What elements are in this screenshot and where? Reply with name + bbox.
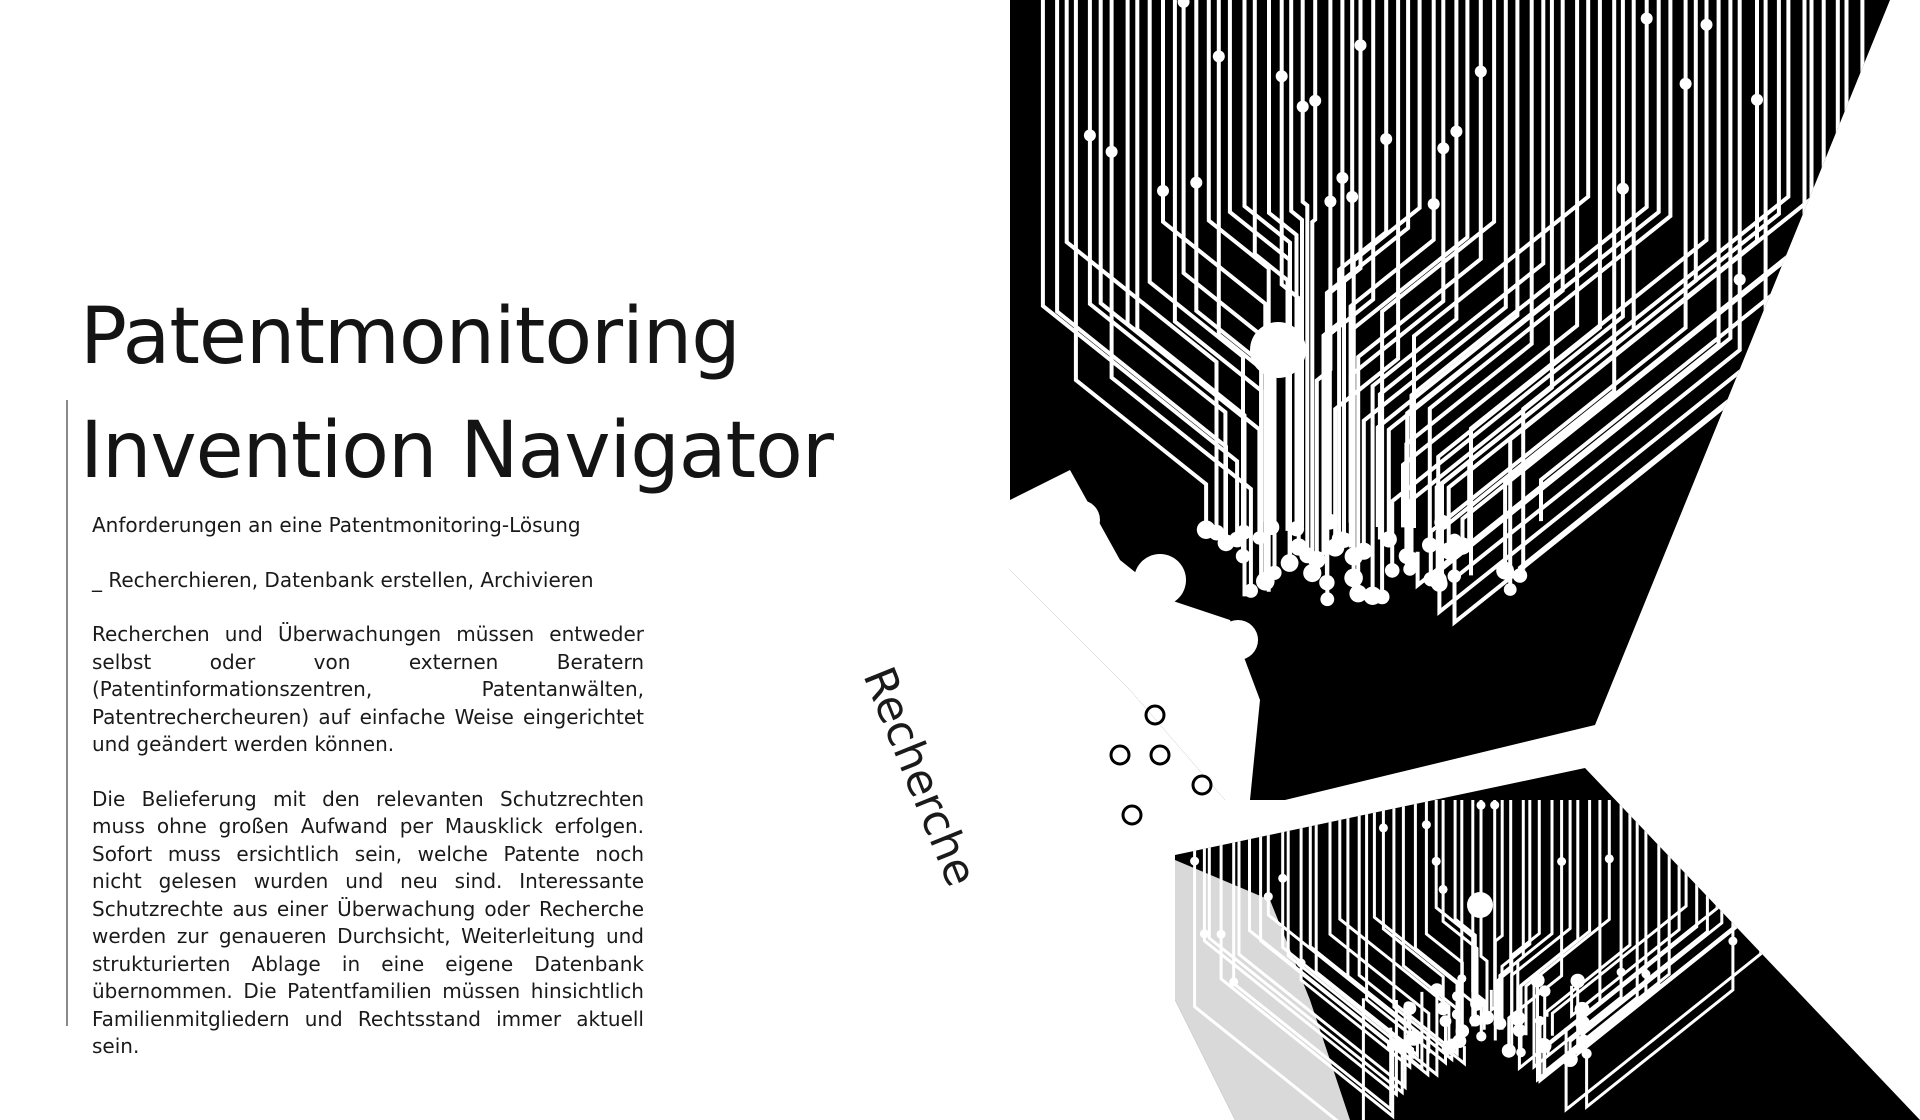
circuit-pad bbox=[1431, 576, 1447, 592]
circuit-pad bbox=[1680, 78, 1692, 90]
circuit-pad bbox=[1213, 50, 1225, 62]
circuit-pad bbox=[1512, 1012, 1525, 1025]
circuit-pad bbox=[1582, 1049, 1592, 1059]
circuit-pad bbox=[1516, 1048, 1526, 1058]
circuit-pad bbox=[1289, 521, 1304, 536]
circuit-pad bbox=[1278, 874, 1287, 883]
circuit-pad bbox=[1562, 1052, 1577, 1067]
circuit-pad bbox=[1346, 191, 1358, 203]
circuit-pad bbox=[1641, 970, 1650, 979]
circuit-pad bbox=[1197, 520, 1216, 539]
circuit-pad bbox=[1387, 1040, 1398, 1051]
circuit-pad bbox=[1253, 531, 1266, 544]
circuit-pad bbox=[1385, 563, 1400, 578]
circuit-pad bbox=[1430, 983, 1444, 997]
circuit-pad bbox=[1381, 531, 1397, 547]
circuit-pad bbox=[1432, 857, 1441, 866]
circuit-pad bbox=[1428, 198, 1440, 210]
circuit-pad bbox=[1236, 525, 1251, 540]
paragraph-1: Recherchen und Überwachungen müssen entweder selbst oder von externen Beratern (Patentinformationszentren, Patentanwälten, Patentrechercheuren) auf einfache Weise eingerichtet und geändert werden können. bbox=[92, 622, 644, 756]
circuit-pad bbox=[1437, 142, 1449, 154]
circuit-pad bbox=[1682, 801, 1691, 810]
circuit-pad bbox=[1422, 820, 1431, 829]
circuit-pad bbox=[1456, 1024, 1470, 1038]
circuit-pad bbox=[1336, 172, 1348, 184]
circuit-pad bbox=[1355, 543, 1372, 560]
circuit-pad bbox=[1308, 551, 1326, 569]
circuit-pad bbox=[1403, 1002, 1416, 1015]
circuit-pad bbox=[1480, 1011, 1494, 1025]
left-rule bbox=[66, 400, 68, 1026]
circuit-pad bbox=[1106, 146, 1118, 158]
circuit-pad bbox=[1469, 1014, 1481, 1026]
circuit-pad bbox=[1748, 887, 1757, 896]
subtitle: Anforderungen an eine Patentmonitoring-Lösung bbox=[92, 513, 581, 537]
circuit-pad bbox=[1665, 828, 1674, 837]
circuit-pad bbox=[1344, 569, 1363, 588]
circuit-pad bbox=[1454, 537, 1471, 554]
circuit-pad bbox=[1536, 1038, 1551, 1053]
circuit-pad bbox=[1434, 515, 1449, 530]
circuit-pad bbox=[1470, 997, 1484, 1011]
circuit-pad bbox=[1641, 13, 1653, 25]
circuit-pad bbox=[1439, 885, 1448, 894]
circuit-pad bbox=[1190, 857, 1199, 866]
circuit-pad bbox=[1494, 1017, 1507, 1030]
circuit-pad bbox=[1157, 185, 1169, 197]
circuit-pad bbox=[1322, 514, 1338, 530]
circuit-pad bbox=[1530, 973, 1544, 987]
circuit-pad bbox=[1513, 1024, 1526, 1037]
circuit-pad bbox=[1264, 519, 1280, 535]
title-line-2: Invention Navigator bbox=[80, 406, 833, 496]
circuit-pad bbox=[1477, 801, 1486, 810]
circuit-pad bbox=[1236, 549, 1250, 563]
circuit-pad bbox=[1349, 585, 1367, 603]
vertical-label-recherche: Recherche bbox=[852, 660, 987, 894]
circuit-pad bbox=[1751, 94, 1763, 106]
circuit-pad bbox=[1578, 1035, 1590, 1047]
circuit-pad bbox=[1320, 592, 1334, 606]
circuit-pad bbox=[1276, 70, 1288, 82]
circuit-pad bbox=[1404, 552, 1420, 568]
circuit-pad bbox=[1336, 532, 1352, 548]
circuit-pad bbox=[1375, 590, 1390, 605]
circuit-pad bbox=[1084, 129, 1096, 141]
circuit-pad bbox=[1513, 568, 1528, 583]
circuit-pad bbox=[1535, 1016, 1545, 1026]
circuit-pad bbox=[1502, 1044, 1516, 1058]
circuit-pad bbox=[1244, 584, 1258, 598]
circuit-pad bbox=[1490, 801, 1499, 810]
circuit-pad bbox=[1379, 823, 1388, 832]
circuit-pad bbox=[1440, 1015, 1452, 1027]
title-line-1: Patentmonitoring bbox=[80, 292, 740, 382]
circuit-pad bbox=[1605, 854, 1614, 863]
page-title bbox=[80, 280, 833, 508]
circuit-pad bbox=[1717, 887, 1726, 896]
circuit-pad bbox=[1575, 1002, 1590, 1017]
circuit-pad bbox=[1448, 569, 1461, 582]
circuit-pad bbox=[1475, 66, 1487, 78]
paragraph-2: Die Belieferung mit den relevanten Schutzrechten muss ohne großen Aufwand per Mausklick erfolgen. Sofort muss ersichtlich sein, welche Patente noch nicht gelesen wurden und neu sind. Interessante Schutzrechte aus einer Überwachung oder Recherche werden zur genaueren Durchsicht, Weiterleitung und strukturierten Ablage in eine eigene Datenbank übernommen. Die Patentfamilien müssen hinsichtlich Familienmitgliedern und Rechtsstand immer aktuell sein. bbox=[92, 786, 644, 1058]
circuit-pad bbox=[1452, 1009, 1463, 1020]
circuit-pad bbox=[1701, 19, 1713, 31]
circuit-pad bbox=[1571, 974, 1585, 988]
circuit-pad bbox=[1713, 807, 1722, 816]
circuit-pad bbox=[1297, 101, 1309, 113]
circuit-pad bbox=[1496, 562, 1514, 580]
circuit-pad bbox=[1575, 1016, 1590, 1031]
circuit-pad bbox=[1319, 575, 1334, 590]
circuit-pad bbox=[1476, 1031, 1486, 1041]
circuit-pad bbox=[1297, 959, 1306, 968]
circuit-panel-top bbox=[1010, 0, 1920, 820]
circuit-board-artwork bbox=[1010, 0, 1920, 1120]
circuit-pad bbox=[1450, 126, 1462, 138]
circuit-pad bbox=[1539, 985, 1551, 997]
circuit-pad bbox=[1728, 937, 1737, 946]
body-text bbox=[92, 512, 644, 1088]
circuit-pad bbox=[1452, 991, 1462, 1001]
circuit-pad bbox=[1457, 974, 1466, 983]
circuit-pad bbox=[1309, 95, 1321, 107]
circuit-pad bbox=[1841, 198, 1853, 210]
circuit-pad bbox=[1267, 566, 1281, 580]
section-heading: _ Recherchieren, Datenbank erstellen, Archivieren bbox=[92, 567, 594, 592]
circuit-pad bbox=[1190, 177, 1202, 189]
circuit-pad bbox=[1422, 537, 1438, 553]
circuit-pad bbox=[1281, 554, 1299, 572]
circuit-pad bbox=[1406, 1030, 1421, 1045]
circuit-pad bbox=[1324, 196, 1336, 208]
circuit-pad bbox=[1504, 583, 1517, 596]
circuit-pad bbox=[1355, 39, 1367, 51]
circuit-pad bbox=[1734, 274, 1746, 286]
circuit-panel-bottom bbox=[1160, 760, 1920, 1120]
circuit-pad bbox=[1617, 183, 1629, 195]
circuit-pad bbox=[1557, 857, 1566, 866]
circuit-pad bbox=[1436, 1002, 1450, 1016]
circuit-pad bbox=[1380, 133, 1392, 145]
circuit-pad bbox=[1617, 968, 1626, 977]
